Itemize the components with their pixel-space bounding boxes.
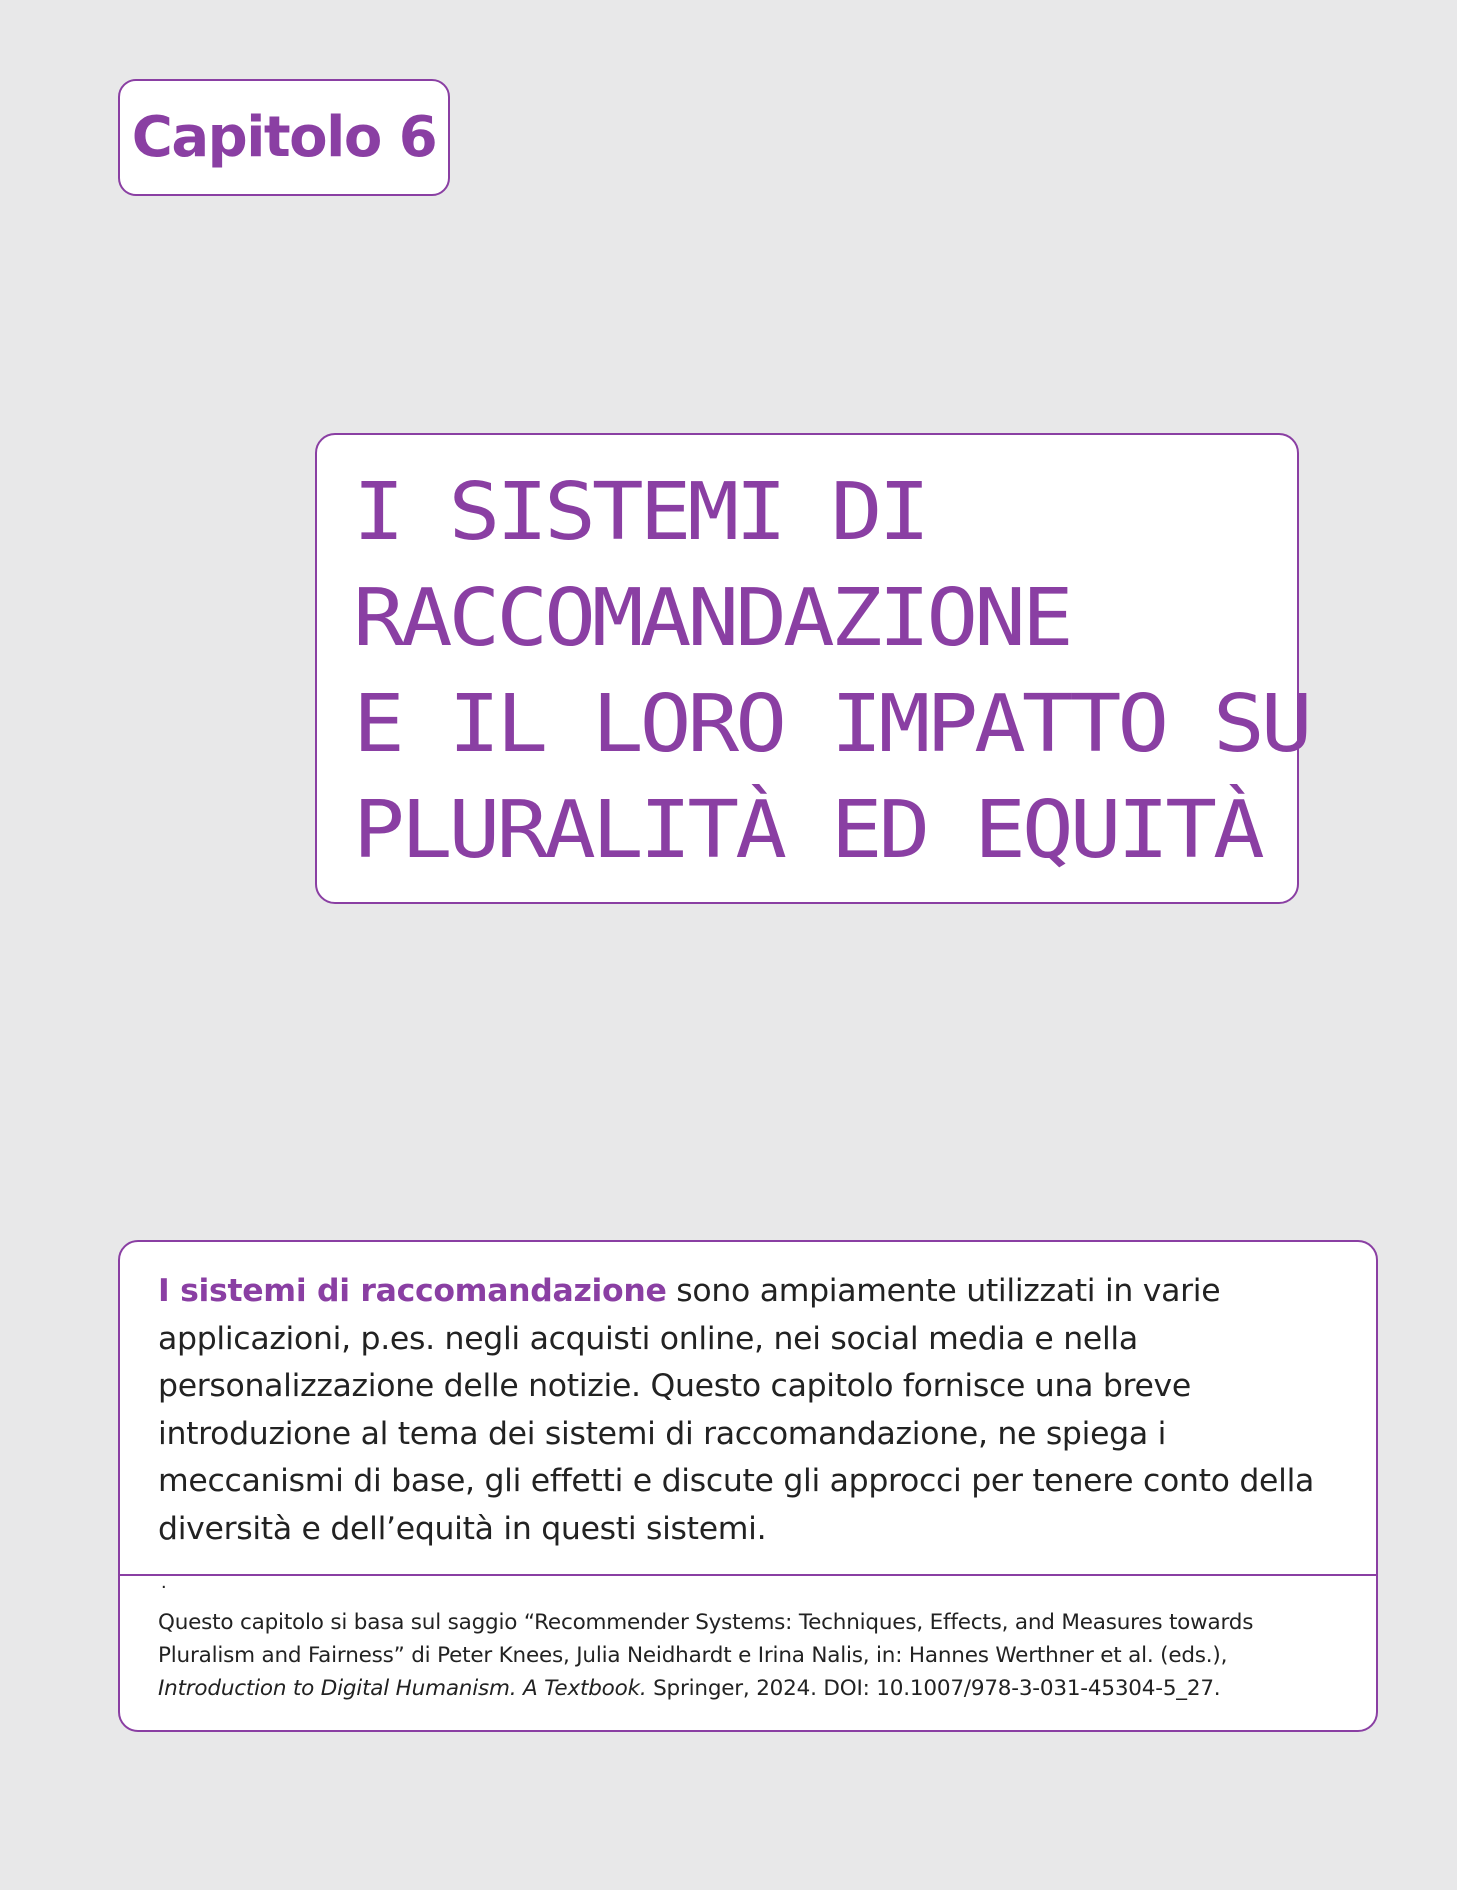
chapter-label: Capitolo 6 — [131, 104, 437, 170]
abstract-paragraph — [158, 1268, 1318, 1553]
stray-dot: . — [161, 1571, 167, 1593]
source-note-prefix: Questo capitolo si basa sul saggio “Recommender Systems: Techniques, Effects, and Measures towards Pluralism and Fairness” di Peter Knees, Julia Neidhardt e Irina Nalis, in: Hannes Werthner et al. (eds.), — [158, 1610, 1254, 1668]
chapter-title-box — [315, 433, 1309, 904]
chapter-title — [353, 466, 1309, 895]
source-note — [158, 1606, 1328, 1705]
abstract-box — [118, 1240, 1378, 1732]
abstract-body: sono ampiamente utilizzati in varie applicazioni, p.es. negli acquisti online, nei social media e nella personalizzazione delle notizie. Questo capitolo fornisce una breve introduzione al tema dei sistemi di raccomandazione, ne spiega i meccanismi di base, gli effetti e discute gli approcci per tenere conto della diversità e dell’equità in questi sistemi. — [158, 1273, 1315, 1547]
chapter-title-line: E IL LORO IMPATTO SU — [353, 678, 1309, 771]
chapter-badge — [118, 79, 450, 196]
chapter-title-line: I SISTEMI DI — [353, 466, 927, 559]
abstract-lead: I sistemi di raccomandazione — [158, 1273, 667, 1309]
source-note-suffix: Springer, 2024. DOI: 10.1007/978-3-031-45304-5_27. — [646, 1676, 1221, 1701]
divider — [120, 1574, 1376, 1576]
source-book-title: Introduction to Digital Humanism. A Textbook. — [158, 1676, 647, 1701]
chapter-title-line: RACCOMANDAZIONE — [353, 572, 1070, 665]
chapter-title-line: PLURALITÀ ED EQUITÀ — [353, 784, 1261, 877]
